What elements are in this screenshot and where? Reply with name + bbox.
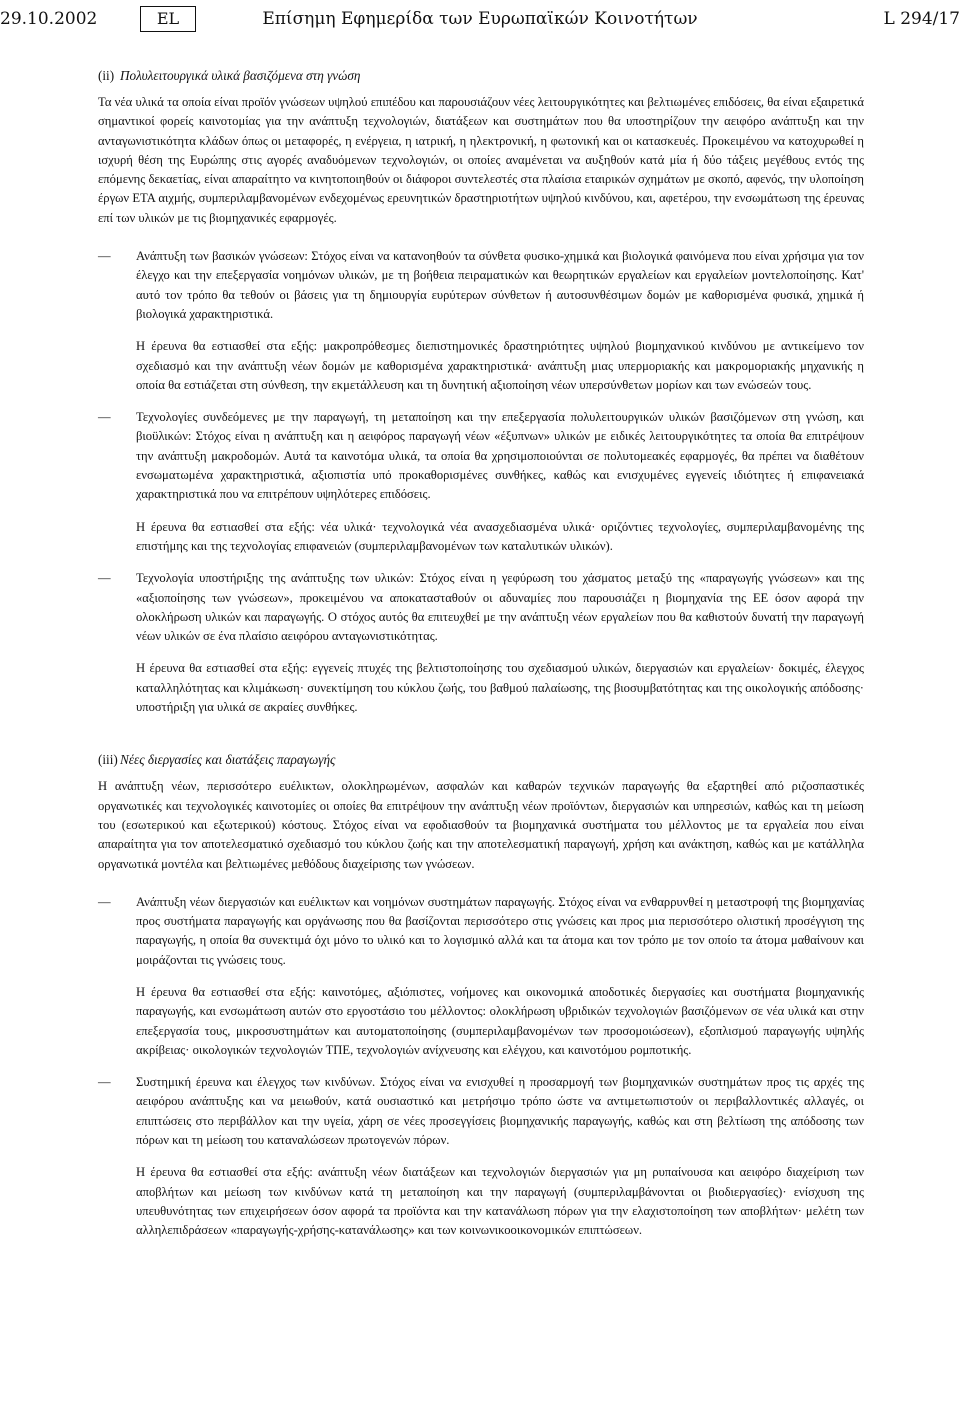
section-title: Πολυλειτουργικά υλικά βασιζόμενα στη γνώση (120, 68, 361, 83)
section-heading (98, 750, 864, 769)
section-heading (98, 66, 864, 85)
list-item-text: Συστημική έρευνα και έλεγχος των κινδύνων. Στόχος είναι να ενισχυθεί η προσαρμογή των βιομηχανικών συστημάτων προς τις αρχές της αειφόρου ανάπτυξης και να μειωθούν, κατά ουσιαστικό και μετρήσιμο τρόπο ώστε να αντιμετωπιστούν οι περιβαλλοντικές αλλαγές, οι επιπτώσεις στο περιβάλλον και την υγεία, χάρη σε νέες προσεγγίσεις βιομηχανικής παραγωγής, καθώς και στη βελτίωση της απόδοσης των πόρων και τη μείωση του καταναλώσεων πρωτογενών πόρων. (136, 1075, 864, 1148)
section-intro: Τα νέα υλικά τα οποία είναι προϊόν γνώσεων υψηλού επιπέδου και παρουσιάζουν νέες λειτουργικότητες και βελτιωμένες επιδόσεις, θα είναι εξαιρετικά σημαντικοί φορείς καινοτομίας για την ανάπτυξη τεχνολογιών, διατάξεων και συστημάτων που θα υποστηρίζουν την αειφόρο ανάπτυξη και την ανταγωνιστικότητα κλάδων όπως οι μεταφορές, η ενέργεια, η ιατρική, η ηλεκτρονική, η φωτονική και οι κατασκευές. Προκειμένου να κατοχυρωθεί η ισχυρή θέση της Ευρώπης στις αγορές αναδυόμενων τεχνολογιών, οι οποίες αναμένεται να αυξηθούν κατά μία ή δύο τάξεις μεγέθους εντός της επόμενης δεκαετίας, είναι απαραίτητο να κινητοποιηθούν οι διάφοροι συντελεστές στα πλαίσια εταιρικών σχημάτων με σκοπό, αφενός, την υλοποίηση έργων ΕΤΑ αιχμής, συμπεριλαμβανομένων ενδεχομένως ερευνητικών δραστηριοτήτων υψηλού κινδύνου, και, αφετέρου, την ενσωμάτωση της έρευνας επί των υλικών με τις βιομηχανικές εφαρμογές. (98, 95, 864, 225)
dash-bullet: — (98, 1075, 111, 1090)
list-item-text: Τεχνολογίες συνδεόμενες με την παραγωγή, τη μεταποίηση και την επεξεργασία πολυλειτουργικών υλικών βασιζόμενων στη γνώση, και βιοϋλικών: Στόχος είναι η ανάπτυξη και η αειφόρος παραγωγή νέων «έξυπνων» υλικών με ειδικές λειτουργικότητες τα οποία θα επιτρέψουν την ανάπτυξη μακροδομών. Αυτά τα καινοτόμα υλικά, τα οποία θα χρησιμοποιούνται σε πολυτομεακές εφαρμογές, θα πρέπει να διαθέτουν ενσωματωμένα χαρακτηριστικά, αξιοπιστία υπό προκαθορισμένες συνθήκες, καθώς και ενισχυμένες εγγενείς ιδιότητες ή επιφανειακά χαρακτηριστικά που να επιτρέπουν υψηλότερες επιδόσεις. (136, 410, 864, 502)
research-focus-text: Η έρευνα θα εστιασθεί στα εξής: εγγενείς πτυχές της βελτιστοποίησης του σχεδιασμού υλικών, διεργασιών και εργαλείων· δοκιμές, έλεγχος καταλληλότητας και κλιμάκωση· συνεκτίμηση του κύκλου ζωής, του βαθμού παλαίωσης, της βιοσυμβατότητας και της οικολογικής απόδοσης· υποστήριξη για υλικά σε ακραίες συνθήκες. (136, 661, 864, 715)
research-focus-text: Η έρευνα θα εστιασθεί στα εξής: καινοτόμες, αξιόπιστες, νοήμονες και οικονομικά αποδοτικές διεργασίες και συστήματα βιομηχανικής παραγωγής, και ενσωμάτωση αυτών στο εργοστάσιο του μέλλοντος: ολοκλήρωση υβριδικών τεχνολογιών βασιζόμενων σε νέα υλικά και στην επεξεργασία τους, μικροσυστημάτων και αυτοματοποίησης (συμπεριλαμβανομένων των προσομοιώσεων), εξοπλισμού παραγωγής υψηλής ακρίβειας· οικολογικών τεχνολογιών ΤΠΕ, τεχνολογιών ανίχνευσης και ελέγχου, και καινοτόμου ρομποτικής. (136, 984, 864, 1057)
page-header (0, 4, 960, 34)
document-body (98, 66, 864, 1254)
page-reference: L 294/17 (883, 9, 960, 29)
section-intro: Η ανάπτυξη νέων, περισσότερο ευέλικτων, ολοκληρωμένων, ασφαλών και καθαρών τεχνικών παραγωγής θα εξαρτηθεί από ριζοσπαστικές οργανωτικές και τεχνολογικές καινοτομίες οι οποίες θα επιτρέψουν την ανάπτυξη νέων προϊόντων, διεργασιών και υπηρεσιών, καθώς και τη μείωση του (εσωτερικού και εξωτερικού) κόστους. Στόχος είναι να εφοδιασθούν τα βιομηχανικά συστήματα του μέλλοντος με τα εργαλεία που είναι απαραίτητα για τον αποτελεσματικό σχεδιασμό του κύκλου ζωής και την αποτελεσματική παραγωγή, χρήση και ανάκτηση, καθώς και με κατάλληλα οργανωτικά μοντέλα και βελτιωμένες μεθόδους διαχείρισης των γνώσεων. (98, 779, 864, 871)
language-code-box: EL (140, 6, 196, 32)
section-number: (iii) (98, 752, 118, 768)
list-item (98, 893, 864, 1060)
header-date: 29.10.2002 (0, 9, 98, 29)
section-number: (ii) (98, 68, 115, 83)
dash-bullet: — (98, 894, 111, 909)
list-item-text: Ανάπτυξη νέων διεργασιών και ευέλικτων και νοημόνων συστημάτων παραγωγής. Στόχος είναι να ενθαρρυνθεί η μεταστροφή της βιομηχανίας προς συστήματα παραγωγής και οργάνωσης που θα βασίζονται περισσότερο στις γνώσεις και προς μια περισσότερο ολιστική προσέγγιση της παραγωγής, η οποία θα συνεκτιμά όχι μόνο το υλικό και το λογισμικό αλλά και τα άτομα και τον τρόπο με τον οποίο τα άτομα μαθαίνουν και μοιράζονται τις γνώσεις τους. (136, 894, 864, 967)
list-item (98, 569, 864, 717)
list-item-text: Τεχνολογία υποστήριξης της ανάπτυξης των υλικών: Στόχος είναι η γεφύρωση του χάσματος μεταξύ της «παραγωγής γνώσεων» και της «αξιοποίησης των γνώσεων», προκειμένου να αποκατασταθούν οι αδυναμίες που παρουσιάζει η βιομηχανία της ΕΕ όσον αφορά την ολοκλήρωση υλικών και παραγωγής. Ο στόχος αυτός θα επιτευχθεί με την ανάπτυξη νέων εργαλείων που θα καθιστούν δυνατή την παραγωγή νέων υλικών σε ένα πλαίσιο αειφόρου ανταγωνιστικότητας. (136, 571, 864, 644)
list-item-text: Ανάπτυξη των βασικών γνώσεων: Στόχος είναι να κατανοηθούν τα σύνθετα φυσικο-χημικά και βιολογικά φαινόμενα που είναι χρήσιμα για τον έλεγχο και την επεξεργασία νοημόνων υλικών, με τη βοήθεια πειραματικών και θεωρητικών εργαλείων και εργαλείων μοντελοποίησης. Κατ' αυτό τον τρόπο θα τεθούν οι βάσεις για τη δημιουργία ευρύτερων σύνθετων ή αυτοσυνθέσιμων δομών με καθορισμένα φυσικά, χημικά ή βιολογικά χαρακτηριστικά. (136, 249, 864, 321)
journal-title: Επίσημη Εφημερίδα των Ευρωπαϊκών Κοινοτήτων (262, 9, 698, 29)
list-item (98, 247, 864, 395)
list-item (98, 408, 864, 556)
dash-bullet: — (98, 249, 111, 264)
section-spacer (98, 730, 864, 750)
research-focus-text: Η έρευνα θα εστιασθεί στα εξής: μακροπρόθεσμες διεπιστημονικές δραστηριότητες υψηλού βιομηχανικού κινδύνου με αντικείμενο τον σχεδιασμό και την ανάπτυξη νέων δομών με καθορισμένα χαρακτηριστικά· ανάπτυξη μιας υπερμοριακής και μακρομοριακής μηχανικής η οποία θα εστιάζεται στη σύνθεση, την εκμετάλλευση και τη δυνητική αξιοποίηση νέων υπερσύνθετων μορίων και των ενώσεών τους. (136, 339, 864, 392)
dash-bullet: — (98, 571, 111, 586)
research-focus-text: Η έρευνα θα εστιασθεί στα εξής: νέα υλικά· τεχνολογικά νέα ανασχεδιασμένα υλικά· οριζόντιες τεχνολογίες, συμπεριλαμβανομένης της επιστήμης και της τεχνολογίας επιφανειών (συμπεριλαμβανομένων των καταλυτικών υλικών). (136, 519, 864, 553)
section-title: Νέες διεργασίες και διατάξεις παραγωγής (120, 752, 336, 768)
list-item (98, 1073, 864, 1240)
research-focus-text: Η έρευνα θα εστιασθεί στα εξής: ανάπτυξη νέων διατάξεων και τεχνολογιών διεργασιών για μη ρυπαίνουσα και αειφόρο διαχείριση των αποβλήτων και μείωση των κινδύνων κατά τη μεταποίηση και την παραγωγή (συμπεριλαμβάνονται οι βιοδιεργασίες)· ενίσχυση της υπευθυνότητας των επιχειρήσεων όσον αφορά τα προϊόντα και την κατανάλωση πόρων για την ελαχιστοποίηση των αποβλήτων· μελέτη των αλληλεπιδράσεων «παραγωγής-χρήσης-κατανάλωσης» και των κοινωνικοοικονομικών επιπτώσεων. (136, 1165, 864, 1238)
dash-bullet: — (98, 410, 111, 425)
